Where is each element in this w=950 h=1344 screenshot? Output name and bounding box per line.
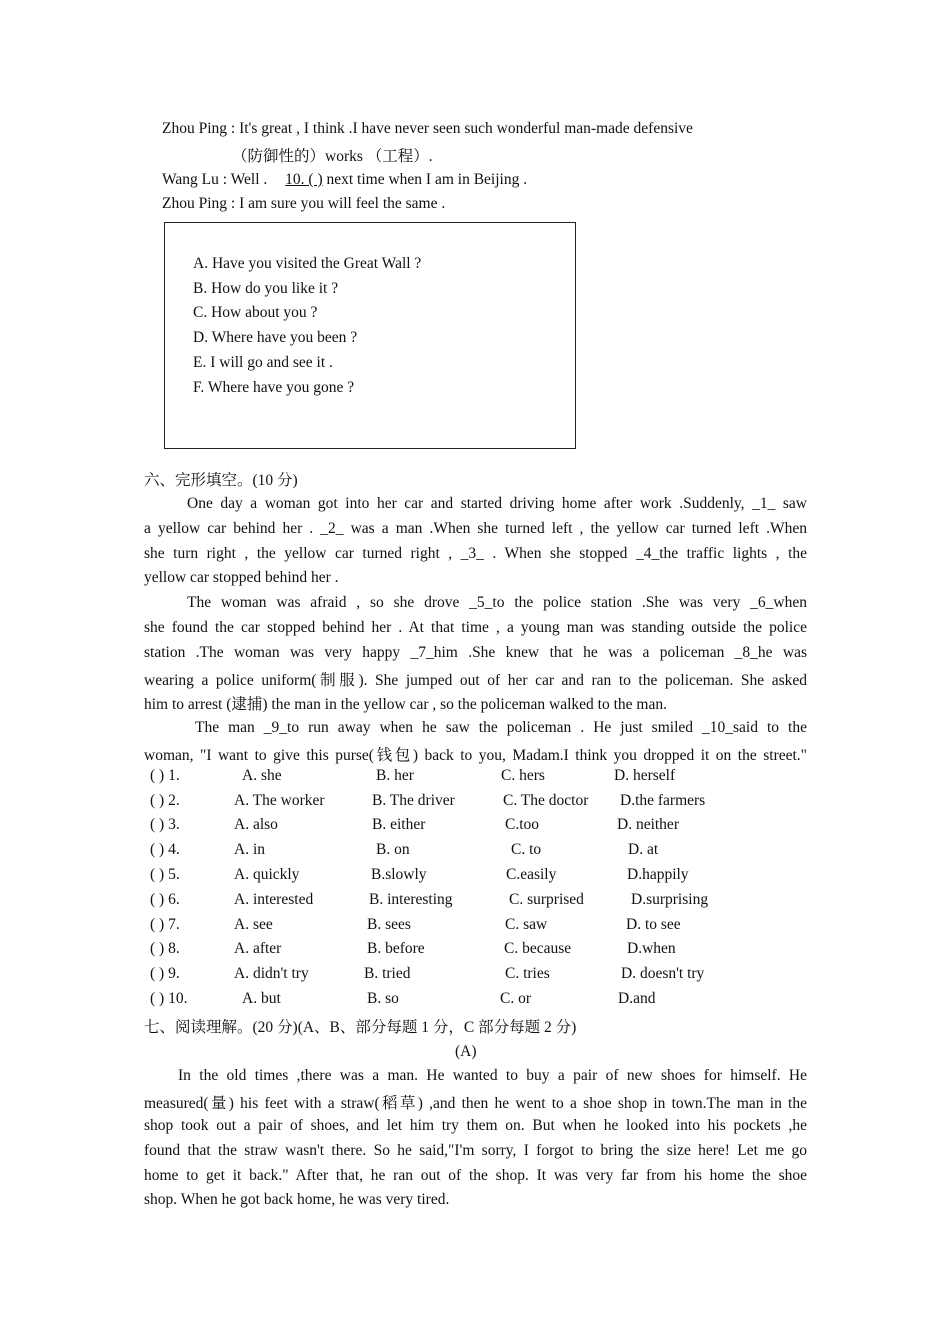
cloze-p2-line3: station .The woman was very happy _7_him .She knew that he was a policeman _8_he was xyxy=(144,644,807,661)
question-number: ( ) 10. xyxy=(150,990,188,1007)
reading-line1: In the old times ,there was a man. He wanted to buy a pair of new shoes for himself. He xyxy=(178,1067,807,1084)
dialogue-line-zhou-1-cont: （防御性的）works （工程）. xyxy=(232,148,433,165)
option-f: F. Where have you gone ? xyxy=(193,379,355,396)
cloze-p1-line2: a yellow car behind her . _2_ was a man .When she turned left , the yellow car turned left .When xyxy=(144,520,807,537)
reading-line6: shop. When he got back home, he was very tired. xyxy=(144,1191,450,1208)
blank-10: 10. ( ) xyxy=(285,171,323,188)
options-box xyxy=(164,222,576,449)
choice-a: A. didn't try xyxy=(234,965,309,982)
choice-a: A. in xyxy=(234,841,265,858)
passage-a-label: (A) xyxy=(455,1043,477,1060)
choice-c: C. because xyxy=(504,940,572,957)
question-number: ( ) 8. xyxy=(150,940,180,957)
question-number: ( ) 4. xyxy=(150,841,180,858)
choice-a: A. interested xyxy=(234,891,314,908)
question-number: ( ) 5. xyxy=(150,866,180,883)
choice-a: A. quickly xyxy=(234,866,300,883)
cloze-p2-line1: The woman was afraid , so she drove _5_to the police station .She was very _6_when xyxy=(187,594,807,611)
choice-d: D. doesn't try xyxy=(621,965,705,982)
choice-a: A. but xyxy=(242,990,281,1007)
cloze-p1-line3: she turn right , the yellow car turned right , _3_ . When she stopped _4_the traffic lights , the xyxy=(144,545,807,562)
cloze-p2-line2: she found the car stopped behind her . At that time , a young man was standing outside the police xyxy=(144,619,807,636)
question-number: ( ) 3. xyxy=(150,816,180,833)
dialogue-speaker-text: Wang Lu : Well . xyxy=(162,171,268,188)
choice-c: C.too xyxy=(505,816,540,833)
option-e: E. I will go and see it . xyxy=(193,354,333,371)
choice-d: D.happily xyxy=(627,866,689,883)
choice-d: D. herself xyxy=(614,767,676,784)
cloze-p1-line4: yellow car stopped behind her . xyxy=(144,569,339,586)
choice-b: B. her xyxy=(376,767,414,784)
reading-line2: measured(量) his feet with a straw(稻草) ,and then he went to a shoe shop in town.The man in the xyxy=(144,1095,807,1112)
question-number: ( ) 6. xyxy=(150,891,180,908)
choice-d: D. to see xyxy=(626,916,681,933)
choice-d: D.and xyxy=(618,990,656,1007)
cloze-p2-line4: wearing a police uniform(制服). She jumped out of her car and ran to the policeman. She asked xyxy=(144,672,807,689)
choice-c: C. to xyxy=(511,841,542,858)
section-6-title: 六、完形填空。(10 分) xyxy=(144,472,298,489)
option-b: B. How do you like it ? xyxy=(193,280,339,297)
choice-b: B. either xyxy=(372,816,426,833)
choice-a: A. also xyxy=(234,816,278,833)
choice-a: A. after xyxy=(234,940,282,957)
cloze-p1-line1: One day a woman got into her car and started driving home after work .Suddenly, _1_ saw xyxy=(187,495,807,512)
choice-c: C. hers xyxy=(501,767,545,784)
choice-c: C.easily xyxy=(506,866,557,883)
choice-b: B. before xyxy=(367,940,425,957)
choice-d: D.surprising xyxy=(631,891,709,908)
choice-a: A. she xyxy=(242,767,282,784)
choice-b: B. The driver xyxy=(372,792,455,809)
question-number: ( ) 1. xyxy=(150,767,180,784)
choice-c: C. saw xyxy=(505,916,548,933)
cloze-p3-line2: woman, "I want to give this purse(钱包) back to you, Madam.I think you dropped it on the street." xyxy=(144,747,807,764)
choice-b: B. so xyxy=(367,990,399,1007)
option-d: D. Where have you been ? xyxy=(193,329,358,346)
question-number: ( ) 9. xyxy=(150,965,180,982)
reading-line4: found that the straw wasn't there. So he said,"I'm sorry, I forgot to bring the size here! Let me go xyxy=(144,1142,807,1159)
choice-b: B.slowly xyxy=(371,866,427,883)
option-a: A. Have you visited the Great Wall ? xyxy=(193,255,422,272)
dialogue-line-wang-rest: next time when I am in Beijing . xyxy=(326,171,528,188)
choice-a: A. see xyxy=(234,916,273,933)
cloze-p2-line5: him to arrest (逮捕) the man in the yellow car , so the policeman walked to the man. xyxy=(144,696,667,713)
choice-c: C. The doctor xyxy=(503,792,589,809)
choice-d: D.the farmers xyxy=(620,792,706,809)
dialogue-line-zhou-2: Zhou Ping : I am sure you will feel the same . xyxy=(162,195,446,212)
cloze-p3-line1: The man _9_to run away when he saw the policeman . He just smiled _10_said to the xyxy=(195,719,807,736)
reading-line3: shop took out a pair of shoes, and let him try them on. But when he looked into his pockets ,he xyxy=(144,1117,807,1134)
choice-d: D. neither xyxy=(617,816,679,833)
choice-d: D. at xyxy=(628,841,659,858)
reading-line5: home to get it back." After that, he ran out of the shop. It was very far from his home the shoe xyxy=(144,1167,807,1184)
choice-c: C. or xyxy=(500,990,531,1007)
choice-b: B. sees xyxy=(367,916,411,933)
option-c: C. How about you ? xyxy=(193,304,318,321)
question-number: ( ) 7. xyxy=(150,916,180,933)
dialogue-line-zhou-1: Zhou Ping : It's great , I think .I have never seen such wonderful man-made defensive xyxy=(162,120,693,137)
section-7-title: 七、阅读理解。(20 分)(A、B、部分每题 1 分，C 部分每题 2 分) xyxy=(144,1019,577,1036)
choice-b: B. on xyxy=(376,841,410,858)
question-number: ( ) 2. xyxy=(150,792,180,809)
choice-a: A. The worker xyxy=(234,792,325,809)
choice-b: B. tried xyxy=(364,965,411,982)
choice-c: C. tries xyxy=(505,965,550,982)
choice-b: B. interesting xyxy=(369,891,453,908)
dialogue-line-wang xyxy=(162,171,527,189)
choice-d: D.when xyxy=(627,940,676,957)
choice-c: C. surprised xyxy=(509,891,584,908)
